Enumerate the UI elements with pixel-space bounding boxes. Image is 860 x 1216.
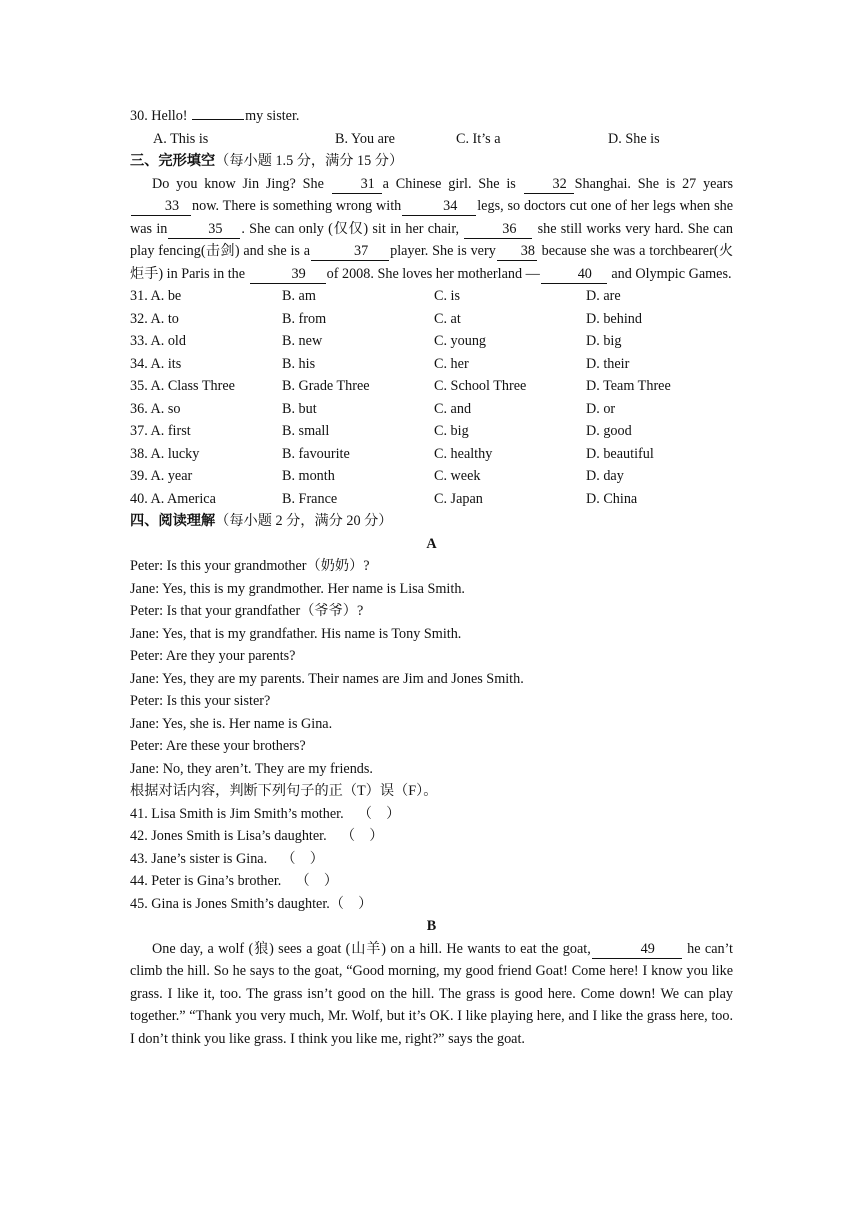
blank-49: 49 bbox=[592, 941, 682, 959]
tf-question: 42. Jones Smith is Lisa’s daughter. （ ） bbox=[130, 828, 384, 844]
tf-question: 43. Jane’s sister is Gina. （ ） bbox=[130, 850, 324, 867]
q30-options bbox=[130, 128, 733, 151]
blank-34: 34 bbox=[402, 198, 476, 216]
q30-blank bbox=[192, 119, 244, 120]
tf-questions bbox=[130, 803, 733, 916]
blank-40: 40 bbox=[541, 266, 607, 284]
dialogue-line: Peter: Are these your brothers? bbox=[130, 738, 306, 754]
section-b-label: B bbox=[426, 918, 437, 934]
option: D. She is bbox=[608, 130, 660, 147]
question-row-40: 40. A. America B. France C. Japan D. China bbox=[130, 490, 638, 507]
exam-page bbox=[130, 105, 733, 1050]
blank-35: 35 bbox=[168, 221, 240, 239]
q30-stem: 30. Hello! my sister. bbox=[130, 108, 300, 124]
option: B. You are bbox=[335, 130, 395, 147]
question-row-35: 35. A. Class Three B. Grade Three C. School Three D. Team Three bbox=[130, 378, 671, 394]
blank-39: 39 bbox=[250, 266, 326, 284]
dialogue-line: Jane: No, they aren’t. They are my friends. bbox=[130, 760, 373, 777]
question-row-31: 31. A. be B. am C. is D. are bbox=[130, 288, 621, 304]
blank-32: 32 bbox=[524, 176, 574, 194]
tf-instruction: 根据对话内容，判断下列句子的正（T）误（F）。 bbox=[130, 783, 438, 799]
dialogue-line: Jane: Yes, they are my parents. Their names are Jim and Jones Smith. bbox=[130, 670, 524, 687]
blank-33: 33 bbox=[131, 198, 191, 216]
tf-question: 41. Lisa Smith is Jim Smith’s mother. （ ） bbox=[130, 805, 401, 822]
tf-question: 45. Gina is Jones Smith’s daughter.（ ） bbox=[130, 895, 373, 912]
question-row-33: 33. A. old B. new C. young D. big bbox=[130, 333, 622, 349]
dialogue bbox=[130, 555, 733, 780]
question-row-32: 32. A. to B. from C. at D. behind bbox=[130, 310, 642, 327]
dialogue-line: Jane: Yes, this is my grandmother. Her name is Lisa Smith. bbox=[130, 580, 465, 597]
cloze-heading: 三、完形填空（每小题 1.5 分，满分 15 分） bbox=[130, 153, 404, 169]
dialogue-line: Jane: Yes, that is my grandfather. His name is Tony Smith. bbox=[130, 625, 462, 642]
dialogue-line: Jane: Yes, she is. Her name is Gina. bbox=[130, 715, 333, 732]
dialogue-line: Peter: Is that your grandfather（爷爷）? bbox=[130, 603, 364, 619]
blank-31: 31 bbox=[332, 176, 382, 194]
blank-36: 36 bbox=[464, 221, 532, 239]
blank-37: 37 bbox=[311, 243, 389, 261]
reading-heading: 四、阅读理解（每小题 2 分，满分 20 分） bbox=[130, 513, 393, 529]
dialogue-line: Peter: Are they your parents? bbox=[130, 648, 296, 664]
question-row-34: 34. A. its B. his C. her D. their bbox=[130, 355, 630, 372]
passage-b: One day, a wolf (狼) sees a goat (山羊) on a hill. He wants to eat the goat, 49 he can’t climb the hill. So he says to the goat, “Good morning, my good friend Goat! Come here! I know you like grass. I like it, too. The grass isn’t good on the hill. The grass is good here. Come down! We can play together.” “Thank you very much, Mr. Wolf, but it’s OK. I like playing here, and I like the grass here, too. I don’t think you like grass. I think you like me, right?” says the goat. bbox=[130, 940, 733, 1047]
question-row-39: 39. A. year B. month C. week D. day bbox=[130, 468, 624, 484]
cloze-options bbox=[130, 285, 733, 510]
section-a-label: A bbox=[426, 535, 437, 552]
option: C. It’s a bbox=[456, 130, 501, 147]
question-row-38: 38. A. lucky B. favourite C. healthy D. beautiful bbox=[130, 445, 654, 462]
question-row-36: 36. A. so B. but C. and D. or bbox=[130, 400, 616, 417]
blank-38: 38 bbox=[497, 243, 537, 261]
dialogue-line: Peter: Is this your grandmother（奶奶）? bbox=[130, 558, 370, 574]
cloze-passage: Do you know Jin Jing? She 31 a Chinese girl. She is 32 Shanghai. She is 27 years 33 now. There is something wrong with 34 legs, so doctors cut one of her legs when she was in 35 . She can only (仅仅) sit in her chair, 36 she still works very hard. She can play fencing(击剑) and she is a 37 player. She is very 38 because she was a torchbearer(火炬手) in Paris in the 39 of 2008. She loves her motherland — 40 and Olympic Games. bbox=[130, 175, 734, 282]
tf-question: 44. Peter is Gina’s brother. （ ） bbox=[130, 873, 339, 889]
dialogue-line: Peter: Is this your sister? bbox=[130, 693, 271, 709]
question-row-37: 37. A. first B. small C. big D. good bbox=[130, 423, 632, 439]
option: A. This is bbox=[153, 130, 209, 147]
